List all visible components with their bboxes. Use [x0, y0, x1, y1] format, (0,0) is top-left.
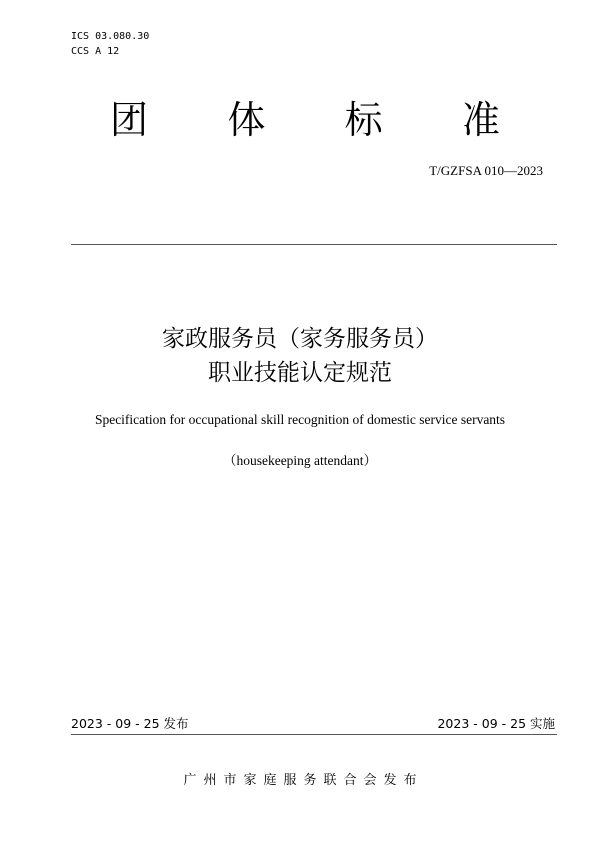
chinese-title-line-1: 家政服务员（家务服务员）	[162, 326, 438, 352]
document-type-heading	[110, 92, 500, 148]
doc-type-char-3: 标	[344, 98, 383, 142]
ics-code: ICS 03.080.30	[71, 31, 150, 42]
standard-number: T/GZFSA 010—2023	[429, 163, 543, 178]
issue-date: 2023 - 09 - 25 发布	[71, 716, 189, 731]
english-subtitle: （housekeeping attendant）	[222, 453, 378, 468]
chinese-title-line-2: 职业技能认定规范	[208, 360, 392, 386]
doc-type-char-2: 体	[227, 98, 266, 142]
bottom-divider	[71, 734, 557, 735]
classification-codes	[71, 29, 149, 59]
implementation-date: 2023 - 09 - 25 实施	[437, 716, 555, 731]
chinese-title	[0, 322, 600, 390]
doc-type-char-1: 团	[110, 98, 149, 142]
top-divider	[71, 244, 557, 245]
english-title: Specification for occupational skill recognition of domestic service servants	[94, 412, 506, 427]
ccs-code: CCS A 12	[71, 46, 120, 57]
publisher: 广州市家庭服务联合会发布	[183, 773, 424, 788]
doc-type-char-4: 准	[461, 98, 500, 142]
